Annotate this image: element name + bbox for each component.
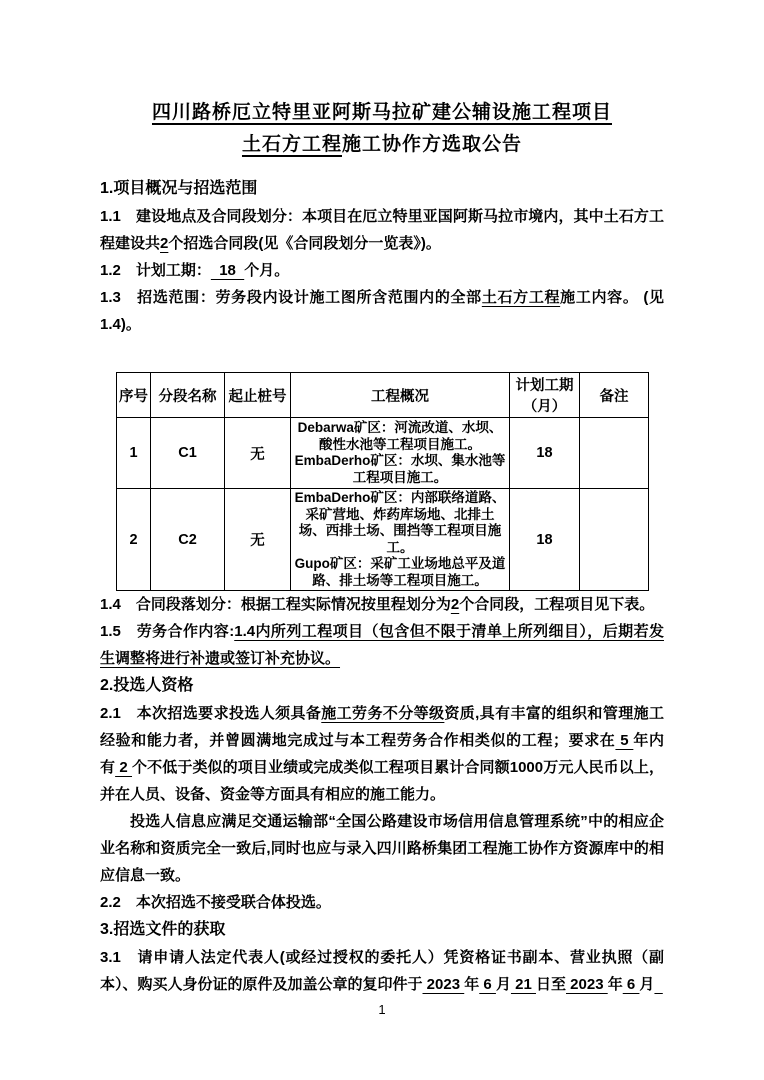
para-1-1 xyxy=(100,203,664,257)
table-row xyxy=(117,418,649,489)
table-row xyxy=(117,489,649,591)
cell-stake: 无 xyxy=(225,489,291,591)
text-run: 个合同段，工程项目见下表。 xyxy=(459,596,655,613)
text-run: 年内有 xyxy=(100,732,664,776)
underlined-blank xyxy=(654,976,662,993)
text-run: 施工内容。 (见1.4)。 xyxy=(100,289,664,333)
para-1-4 xyxy=(100,591,664,618)
document-title-line-2 xyxy=(100,129,664,161)
section-heading-1: 1.项目概况与招选范围 xyxy=(100,180,258,197)
para-1-5 xyxy=(100,618,664,672)
cell-stake: 无 xyxy=(225,418,291,489)
cell-segment-name: C2 xyxy=(151,489,225,591)
page-number: 1 xyxy=(378,1002,386,1017)
cell-note xyxy=(580,489,649,591)
overview-line: EmbaDerho矿区：水坝、集水池等工程项目施工。 xyxy=(294,453,506,485)
title-rest: 施工协作方选取公告 xyxy=(342,134,523,155)
text-run: 日至 xyxy=(535,976,566,993)
header-note: 备注 xyxy=(580,373,649,418)
cell-overview xyxy=(291,418,510,489)
cell-period: 18 xyxy=(510,418,580,489)
cell-seq: 2 xyxy=(117,489,151,591)
text-run: 个招选合同段(见《合同段划分一览表》)。 xyxy=(168,235,441,252)
header-overview: 工程概况 xyxy=(291,373,510,418)
text-run: 月 xyxy=(495,976,511,993)
cell-note xyxy=(580,418,649,489)
underlined-value-duration: 18 xyxy=(210,262,245,279)
underlined-month-start: 6 xyxy=(479,976,496,993)
underlined-value-contract-count: 2 xyxy=(160,235,169,252)
underlined-month-end: 6 xyxy=(622,976,640,993)
text-run: 1.5 劳务合作内容: xyxy=(100,623,235,640)
section-heading-3: 3.招选文件的获取 xyxy=(100,921,226,938)
text-run: 1.3 招选范围：劳务段内设计施工图所含范围内的全部 xyxy=(100,289,482,306)
document-title-line-1 xyxy=(100,97,664,129)
para-2-2: 2.2 本次招选不接受联合体投选。 xyxy=(100,894,331,911)
header-period: 计划工期（月） xyxy=(510,373,580,418)
text-run: 3.1 请申请人法定代表人(或经过授权的委托人）凭资格证书副本、营业执照（副本）、购买人身份证的原件及加盖公章的复印件于 xyxy=(100,949,664,993)
text-run: 年 xyxy=(464,976,480,993)
cell-overview xyxy=(291,489,510,591)
overview-line: Debarwa矿区：河流改道、水坝、酸性水池等工程项目施工。 xyxy=(297,420,503,452)
para-2-1-note: 投选人信息应满足交通运输部“全国公路建设市场信用信息管理系统”中的相应企业名称和资质完全一致后,同时也应与录入四川路桥集团工程施工协作方资源库中的相应信息一致。 xyxy=(100,813,664,884)
underlined-value-contract-count: 2 xyxy=(450,596,460,613)
underlined-cooperation-scope: 1.4内所列工程项目（包含但不限于清单上所列细目），后期若发生调整将进行补遗或签订补充协议。 xyxy=(100,623,664,667)
para-3-1 xyxy=(100,944,664,998)
header-stake: 起止桩号 xyxy=(225,373,291,418)
underlined-value-projects: 2 xyxy=(115,759,133,776)
title-underlined-part: 土石方工程 xyxy=(241,134,342,155)
cell-period: 18 xyxy=(510,489,580,591)
para-1-2 xyxy=(100,257,664,284)
underlined-value-years: 5 xyxy=(615,732,634,749)
text-run: 1.4 合同段落划分：根据工程实际情况按里程划分为 xyxy=(100,596,451,613)
underlined-scope: 土石方工程 xyxy=(481,289,561,306)
para-2-1 xyxy=(100,700,664,808)
para-1-3 xyxy=(100,284,664,338)
text-run: 1.1 建设地点及合同段划分：本项目在厄立特里亚国阿斯马拉市境内，其中土石方工程建设共 xyxy=(100,208,664,252)
text-run: 个月。 xyxy=(244,262,290,279)
overview-line: EmbaDerho矿区：内部联络道路、采矿营地、炸药库场地、北排土场、西排土场、围挡等工程项目施工。 xyxy=(294,490,506,555)
text-run: 2.1 本次招选要求投选人须具备 xyxy=(100,705,322,722)
underlined-day-start: 21 xyxy=(510,976,536,993)
text-run: 年 xyxy=(607,976,623,993)
underlined-year-start: 2023 xyxy=(422,976,465,993)
underlined-qualification: 施工劳务不分等级 xyxy=(321,705,445,722)
text-run: 1.2 计划工期： xyxy=(100,262,211,279)
underlined-year-end: 2023 xyxy=(566,976,608,993)
header-seq: 序号 xyxy=(117,373,151,418)
contract-sections-table xyxy=(116,372,649,591)
text-run: 个不低于类似的项目业绩或完成类似工程项目累计合同额1000万元人民币以上，并在人员、设备、资金等方面具有相应的施工能力。 xyxy=(100,759,664,803)
text-run: 月 xyxy=(639,976,655,993)
section-heading-2: 2.投选人资格 xyxy=(100,677,194,694)
cell-seq: 1 xyxy=(117,418,151,489)
title-text: 四川路桥厄立特里亚阿斯马拉矿建公辅设施工程项目 xyxy=(151,102,612,123)
text-run: 资质,具有丰富的组织和管理施工经验和能力者，并曾圆满地完成过与本工程劳务合作相类似的工程；要求在 xyxy=(100,705,664,749)
cell-segment-name: C1 xyxy=(151,418,225,489)
overview-line: Gupo矿区：采矿工业场地总平及道路、排土场等工程项目施工。 xyxy=(294,556,506,588)
header-segment-name: 分段名称 xyxy=(151,373,225,418)
table-header-row xyxy=(117,373,649,418)
